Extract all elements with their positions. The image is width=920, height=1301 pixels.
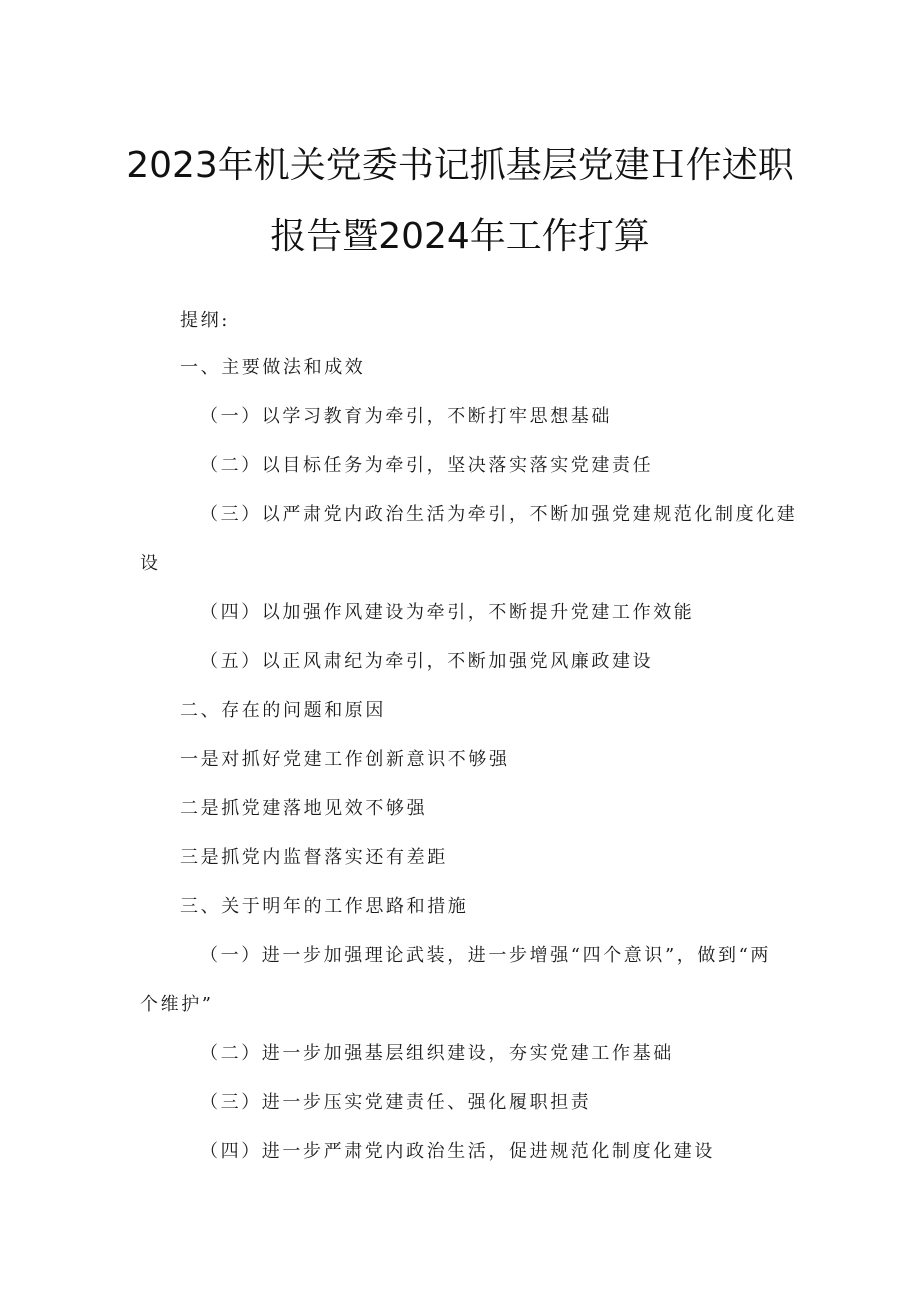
section1-item: （三）以严肃党内政治生活为牵引，不断加强党建规范化制度化建 <box>200 504 798 525</box>
section2-heading: 二、存在的问题和原因 <box>180 700 386 721</box>
section2-item: 二是抓党建落地见效不够强 <box>180 798 428 819</box>
section1-item: （五）以正风肃纪为牵引，不断加强党风廉政建设 <box>200 651 654 672</box>
section3-item: （二）进一步加强基层组织建设，夯实党建工作基础 <box>200 1043 674 1064</box>
section1-item: （一）以学习教育为牵引，不断打牢思想基础 <box>200 406 612 427</box>
section1-item: （四）以加强作风建设为牵引，不断提升党建工作效能 <box>200 602 695 623</box>
section3-item: （一）进一步加强理论武装，进一步增强“四个意识”，做到“两 <box>200 945 772 966</box>
document-title-line2: 报告暨2024年工作打算 <box>270 216 650 257</box>
outline-label: 提纲: <box>180 310 230 331</box>
section3-item-continuation: 个维护” <box>140 994 214 1015</box>
section3-item: （三）进一步压实党建责任、强化履职担责 <box>200 1092 592 1113</box>
section1-item: （二）以目标任务为牵引，坚决落实落实党建责任 <box>200 455 654 476</box>
section1-heading: 一、主要做法和成效 <box>180 357 366 378</box>
section1-item-continuation: 设 <box>140 553 161 574</box>
section3-item: （四）进一步严肃党内政治生活，促进规范化制度化建设 <box>200 1141 715 1162</box>
section2-item: 一是对抓好党建工作创新意识不够强 <box>180 749 510 770</box>
section3-heading: 三、关于明年的工作思路和措施 <box>180 896 469 917</box>
document-title-line1: 2023年机关党委书记抓基层党建Ｈ作述职 <box>126 145 794 186</box>
section2-item: 三是抓党内监督落实还有差距 <box>180 847 448 868</box>
